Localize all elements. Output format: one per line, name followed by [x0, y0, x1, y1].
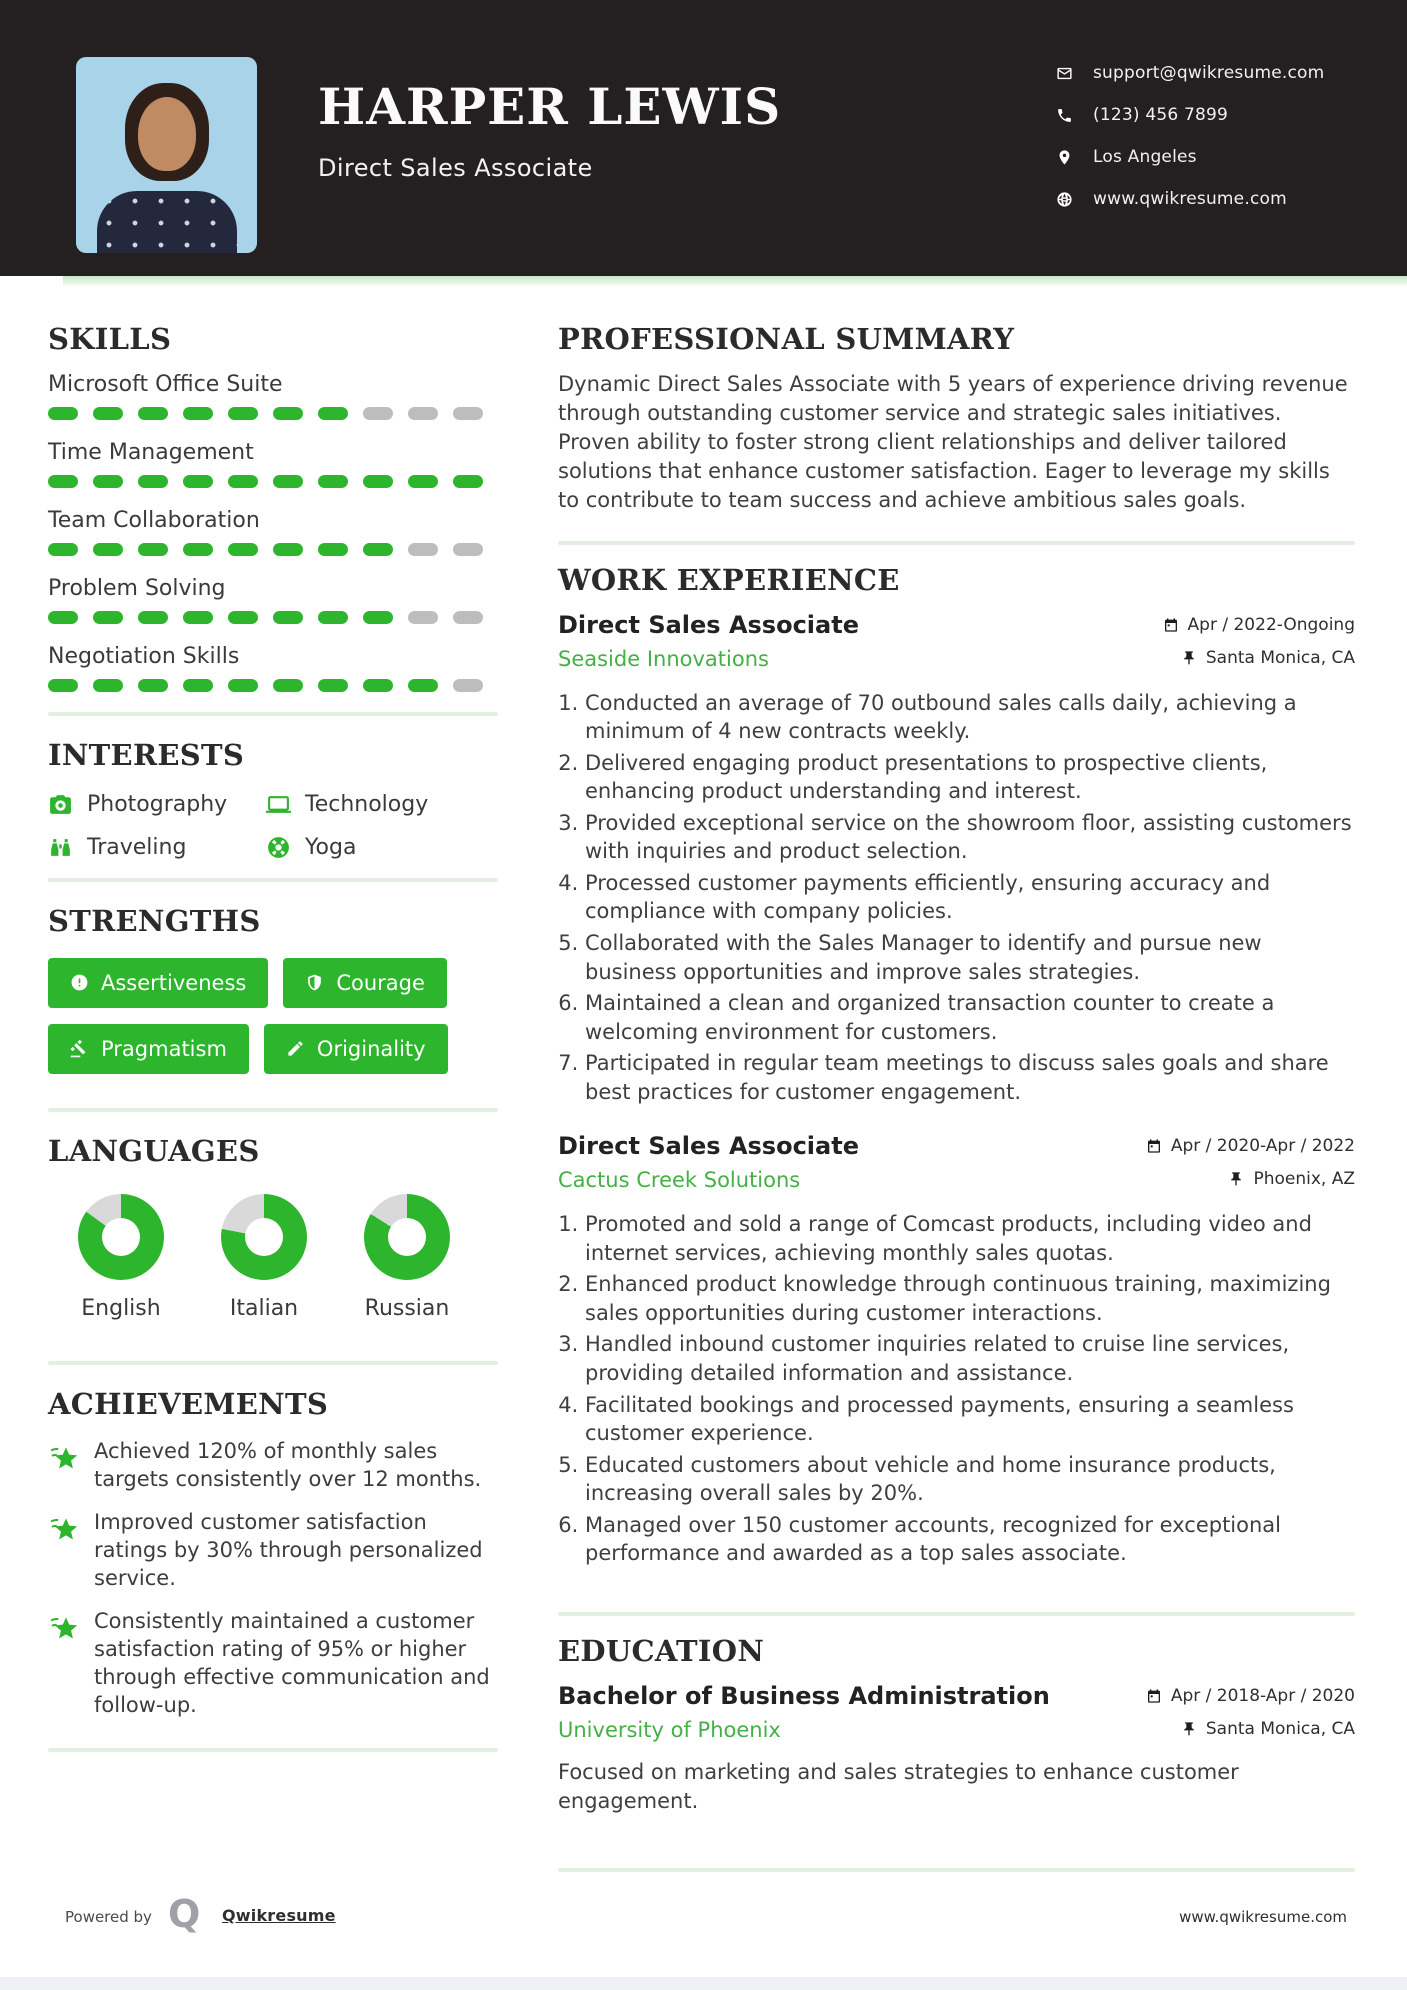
strength-label: Originality: [316, 1036, 426, 1061]
language-label: English: [81, 1295, 161, 1321]
dash-empty: [408, 407, 438, 420]
qwikresume-logo-icon: Q: [168, 1892, 201, 1936]
job-bullet: 1. Promoted and sold a range of Comcast products, including video and internet services, achieving monthly sales quotas.: [585, 1210, 1355, 1267]
contact-location[interactable]: [1056, 144, 1324, 170]
skill-item: [48, 372, 498, 420]
profile-photo: [76, 57, 257, 253]
dash-filled: [138, 679, 168, 692]
dash-filled: [183, 543, 213, 556]
skill-level-bar: [48, 407, 498, 420]
contact-phone[interactable]: [1056, 102, 1324, 128]
strength-badge: [283, 958, 447, 1008]
skill-level-bar: [48, 679, 498, 692]
content: [0, 300, 1407, 1892]
pencil-icon: [286, 1039, 305, 1058]
section-divider: [48, 1108, 498, 1112]
achievement-item: [48, 1608, 498, 1720]
interest-item: [266, 835, 498, 860]
language-label: Russian: [364, 1295, 450, 1321]
skill-level-bar: [48, 475, 498, 488]
job-bullet: 2. Delivered engaging product presentations to prospective clients, enhancing product understanding and interest.: [585, 749, 1355, 806]
contact-list: [1056, 60, 1324, 228]
summary-section: [558, 324, 1355, 515]
strength-badge: [48, 1024, 249, 1074]
dash-filled: [93, 679, 123, 692]
photo-body-shape: [97, 191, 237, 253]
skills-section: [48, 324, 498, 692]
education-section: [558, 1633, 1355, 1816]
strength-label: Courage: [336, 970, 425, 995]
dash-filled: [363, 611, 393, 624]
section-divider: [558, 541, 1355, 545]
dash-filled: [183, 475, 213, 488]
dash-filled: [93, 611, 123, 624]
job-dates: [1163, 615, 1355, 635]
powered-by-label: Powered by: [65, 1908, 152, 1926]
dash-filled: [273, 475, 303, 488]
photo-face-shape: [138, 97, 196, 171]
skill-item: [48, 440, 498, 488]
job-dates-text: Apr / 2020-Apr / 2022: [1170, 1136, 1355, 1157]
job-entry: [558, 1132, 1355, 1568]
phone-icon: [1056, 107, 1073, 124]
job-bullet: 3. Handled inbound customer inquiries related to cruise line services, providing detailed information and assistance.: [585, 1330, 1355, 1387]
binoculars-icon: [48, 835, 73, 860]
calendar-icon: [1163, 617, 1179, 633]
job-bullet: 5. Collaborated with the Sales Manager to identify and pursue new business opportunities and improve sales strategies.: [585, 929, 1355, 986]
dash-filled: [138, 543, 168, 556]
languages-heading: LANGUAGES: [48, 1133, 260, 1168]
qwikresume-link[interactable]: Qwikresume: [222, 1906, 336, 1925]
skill-item: [48, 644, 498, 692]
section-divider: [48, 1748, 498, 1752]
job-bullet: 1. Conducted an average of 70 outbound sales calls daily, achieving a minimum of 4 new contracts weekly.: [585, 689, 1355, 746]
skill-item: [48, 576, 498, 624]
dash-filled: [93, 475, 123, 488]
school-name: University of Phoenix: [558, 1717, 781, 1742]
dash-filled: [48, 679, 78, 692]
bottom-strip: [0, 1977, 1407, 1990]
achievements-heading: ACHIEVEMENTS: [48, 1386, 329, 1421]
dash-filled: [228, 407, 258, 420]
dash-empty: [408, 611, 438, 624]
achievement-text: Achieved 120% of monthly sales targets consistently over 12 months.: [94, 1439, 482, 1492]
summary-text: Dynamic Direct Sales Associate with 5 years of experience driving revenue through outstanding customer service and strategic sales initiatives. Proven ability to foster strong client relationships and deliver tailored solutions that enhance customer satisfaction. Eager to leverage my skills to contribute to team success and achieve ambitious sales goals.: [558, 371, 1348, 512]
dash-filled: [93, 543, 123, 556]
skills-heading: SKILLS: [48, 322, 172, 356]
dash-filled: [138, 407, 168, 420]
dash-filled: [318, 407, 348, 420]
skill-name: Microsoft Office Suite: [48, 371, 283, 397]
language-donut-chart: [78, 1194, 164, 1280]
camera-icon: [48, 792, 73, 817]
dash-filled: [228, 475, 258, 488]
strength-badge: [48, 958, 268, 1008]
dash-filled: [363, 475, 393, 488]
pin-icon: [1056, 149, 1073, 166]
contact-email-text: support@qwikresume.com: [1093, 63, 1325, 83]
dash-filled: [228, 543, 258, 556]
dash-filled: [228, 679, 258, 692]
star-icon: [48, 1610, 80, 1642]
dash-filled: [318, 679, 348, 692]
strength-label: Assertiveness: [101, 970, 247, 995]
language-donut-chart: [364, 1194, 450, 1280]
job-location-text: Santa Monica, CA: [1205, 647, 1355, 668]
work-heading: WORK EXPERIENCE: [558, 562, 900, 597]
strength-badge: [264, 1024, 448, 1074]
dash-filled: [363, 679, 393, 692]
summary-heading: PROFESSIONAL SUMMARY: [558, 322, 1015, 356]
section-divider: [48, 878, 498, 882]
section-divider: [558, 1612, 1355, 1616]
skill-name: Problem Solving: [48, 575, 226, 601]
dash-filled: [408, 679, 438, 692]
job-bullet: 6. Managed over 150 customer accounts, recognized for exceptional performance and awarded as a top sales associate.: [585, 1511, 1355, 1568]
degree-title: Bachelor of Business Administration: [558, 1681, 1050, 1710]
section-divider: [48, 712, 498, 716]
dash-filled: [318, 543, 348, 556]
star-icon: [48, 1440, 80, 1472]
laptop-icon: [266, 792, 291, 817]
calendar-icon: [1146, 1138, 1162, 1154]
dash-filled: [408, 475, 438, 488]
education-text: Focused on marketing and sales strategies to enhance customer engagement.: [558, 1759, 1239, 1813]
header: [0, 0, 1407, 276]
dash-empty: [453, 679, 483, 692]
dash-empty: [453, 611, 483, 624]
job-bullet: 7. Participated in regular team meetings to discuss sales goals and share best practices for customer engagement.: [585, 1049, 1355, 1106]
language-donut-chart: [221, 1194, 307, 1280]
dash-filled: [138, 475, 168, 488]
job-location-text: Phoenix, AZ: [1253, 1169, 1355, 1190]
section-divider: [48, 1361, 498, 1365]
interest-label: Photography: [87, 791, 228, 817]
dash-filled: [363, 543, 393, 556]
job-bullet: 3. Provided exceptional service on the showroom floor, assisting customers with inquiries and product selection.: [585, 809, 1355, 866]
dash-filled: [48, 475, 78, 488]
interest-item: [266, 792, 498, 817]
dash-filled: [273, 611, 303, 624]
dash-filled: [93, 407, 123, 420]
dash-filled: [273, 679, 303, 692]
language-item: [77, 1194, 165, 1321]
contact-phone-text: (123) 456 7899: [1093, 105, 1229, 125]
interest-item: [48, 835, 266, 860]
pushpin-icon: [1181, 650, 1197, 666]
interests-heading: INTERESTS: [48, 737, 245, 772]
skill-level-bar: [48, 611, 498, 624]
header-underline-band: [63, 276, 1407, 287]
job-company: Cactus Creek Solutions: [558, 1168, 801, 1193]
skill-item: [48, 508, 498, 556]
job-bullet: 4. Processed customer payments efficiently, ensuring accuracy and compliance with company policies.: [585, 869, 1355, 926]
job-bullet: 6. Maintained a clean and organized transaction counter to create a welcoming environment for customers.: [585, 989, 1355, 1046]
achievement-item: [48, 1438, 498, 1494]
language-item: [220, 1194, 308, 1321]
achievement-text: Improved customer satisfaction ratings by 30% through personalized service.: [94, 1510, 483, 1591]
education-location-text: Santa Monica, CA: [1205, 1718, 1355, 1739]
dash-filled: [318, 475, 348, 488]
dash-empty: [453, 543, 483, 556]
dash-filled: [48, 543, 78, 556]
contact-email[interactable]: [1056, 60, 1324, 86]
calendar-icon: [1146, 1688, 1162, 1704]
contact-website-text: www.qwikresume.com: [1093, 189, 1287, 209]
job-location: [1228, 1169, 1355, 1189]
job-bullet: 2. Enhanced product knowledge through continuous training, maximizing sales opportunities during customer interactions.: [585, 1270, 1355, 1327]
job-entry: [558, 611, 1355, 1107]
job-company: Seaside Innovations: [558, 646, 769, 671]
dash-filled: [273, 407, 303, 420]
interest-label: Yoga: [305, 834, 357, 860]
job-bullet: 5. Educated customers about vehicle and home insurance products, increasing overall sales by 20%.: [585, 1451, 1355, 1508]
dash-filled: [183, 611, 213, 624]
pushpin-icon: [1181, 1721, 1197, 1737]
strength-label: Pragmatism: [101, 1036, 227, 1061]
dash-filled: [453, 475, 483, 488]
section-divider: [558, 1868, 1355, 1872]
education-heading: EDUCATION: [558, 1633, 765, 1668]
language-item: [363, 1194, 451, 1321]
interests-section: [48, 737, 498, 860]
skill-name: Team Collaboration: [48, 507, 260, 533]
sidebar: [48, 300, 498, 1892]
dash-filled: [183, 407, 213, 420]
job-bullet-list: [558, 1210, 1355, 1568]
languages-section: [48, 1133, 498, 1321]
education-location: [1181, 1719, 1355, 1739]
work-experience-section: [558, 562, 1355, 1568]
strengths-section: [48, 903, 498, 1090]
interest-item: [48, 792, 266, 817]
dash-filled: [318, 611, 348, 624]
skill-level-bar: [48, 543, 498, 556]
strengths-heading: STRENGTHS: [48, 903, 261, 938]
job-location: [1181, 648, 1355, 668]
gavel-icon: [70, 1039, 89, 1058]
contact-website[interactable]: [1056, 186, 1324, 212]
dash-empty: [453, 407, 483, 420]
achievement-item: [48, 1509, 498, 1593]
footer: [0, 1892, 1407, 1946]
star-icon: [48, 1511, 80, 1543]
lifebuoy-icon: [266, 835, 291, 860]
shield-icon: [305, 973, 324, 992]
job-title: Direct Sales Associate: [558, 610, 859, 639]
exclamation-icon: [70, 973, 89, 992]
job-title: Direct Sales Associate: [558, 1132, 859, 1161]
dash-filled: [228, 611, 258, 624]
job-bullet-list: [558, 689, 1355, 1107]
skill-name: Negotiation Skills: [48, 643, 240, 669]
person-name: HARPER LEWIS: [318, 77, 782, 136]
person-title: Direct Sales Associate: [318, 154, 593, 182]
contact-location-text: Los Angeles: [1093, 147, 1197, 167]
education-dates: [1146, 1686, 1355, 1706]
dash-filled: [183, 679, 213, 692]
skill-name: Time Management: [48, 439, 254, 465]
interest-label: Traveling: [87, 834, 187, 860]
achievement-text: Consistently maintained a customer satisfaction rating of 95% or higher through effective communication and follow-up.: [94, 1609, 490, 1717]
education-dates-text: Apr / 2018-Apr / 2020: [1170, 1685, 1355, 1706]
dash-filled: [48, 611, 78, 624]
dash-filled: [138, 611, 168, 624]
dash-empty: [363, 407, 393, 420]
pushpin-icon: [1228, 1171, 1244, 1187]
achievements-section: [48, 1386, 498, 1720]
dash-empty: [408, 543, 438, 556]
language-label: Italian: [229, 1295, 299, 1321]
job-dates: [1146, 1136, 1355, 1156]
dash-filled: [273, 543, 303, 556]
interest-label: Technology: [305, 791, 429, 817]
dash-filled: [48, 407, 78, 420]
job-bullet: 4. Facilitated bookings and processed payments, ensuring a seamless customer experience.: [585, 1391, 1355, 1448]
globe-icon: [1056, 191, 1073, 208]
main-column: [558, 300, 1355, 1892]
job-dates-text: Apr / 2022-Ongoing: [1187, 614, 1355, 635]
envelope-icon: [1056, 65, 1073, 82]
footer-site-url[interactable]: www.qwikresume.com: [1179, 1908, 1347, 1926]
